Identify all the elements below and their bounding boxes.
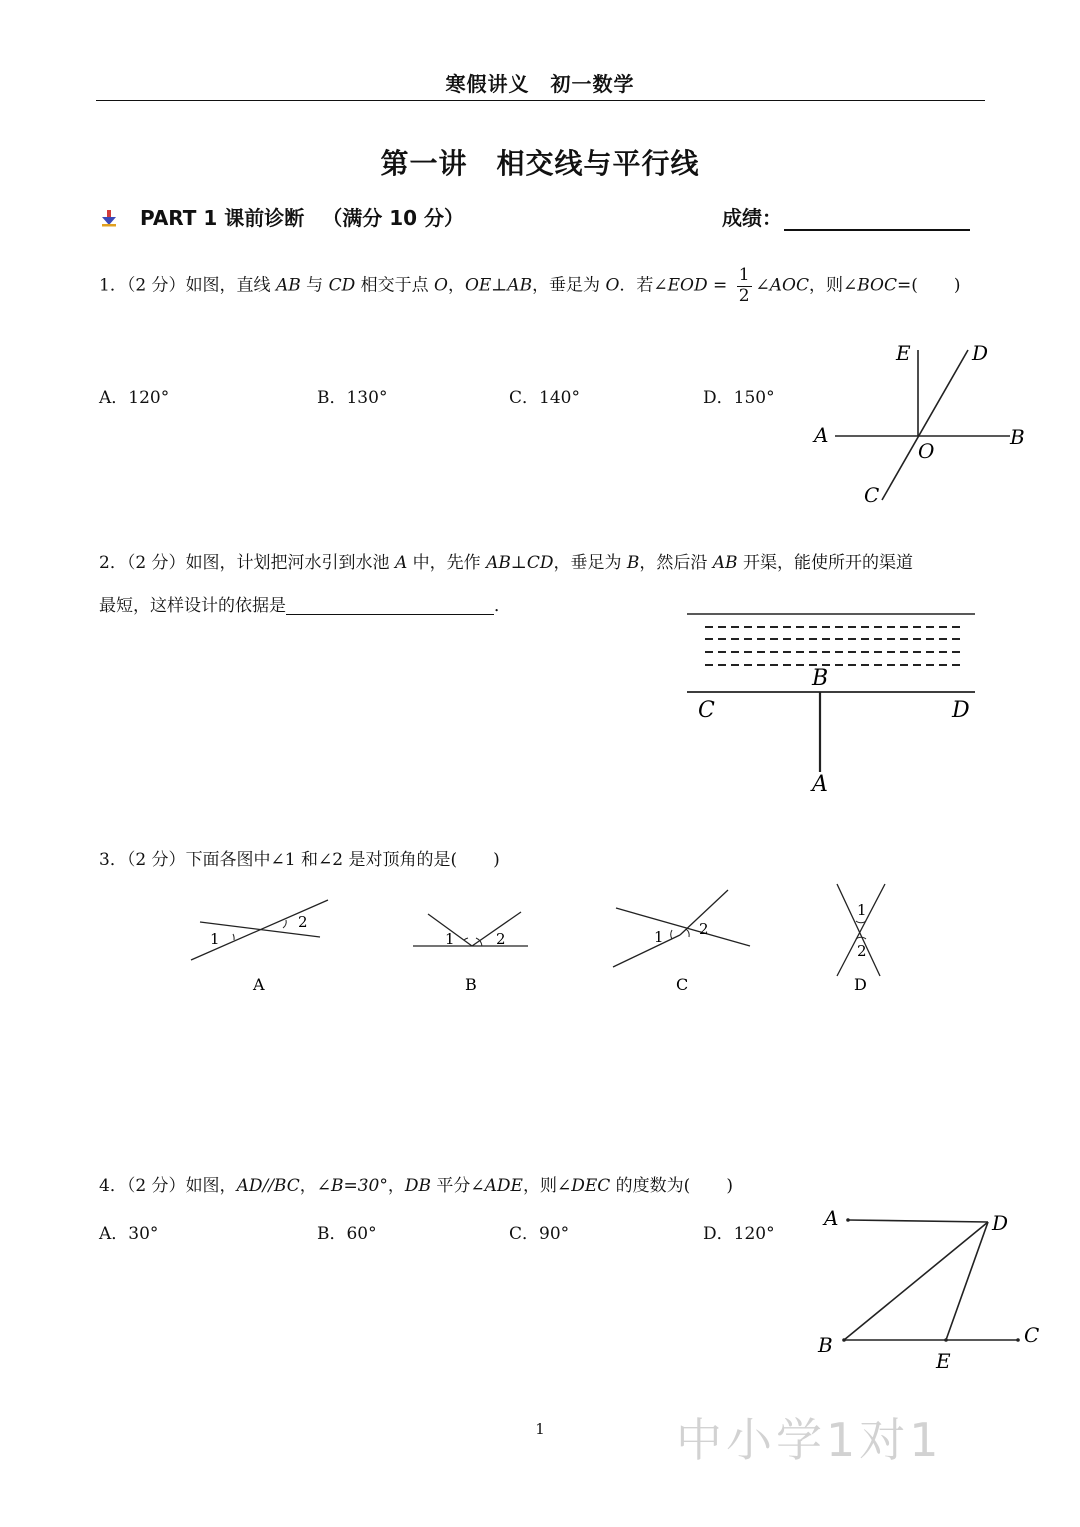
q1-o2: O: [605, 275, 620, 296]
q2-text: 中，先作: [407, 553, 487, 573]
q2-text: 开渠，能使所开的渠道: [737, 553, 913, 573]
line-ad: [848, 1220, 988, 1222]
q1-cd: CD: [328, 275, 356, 296]
q2-ab: AB: [712, 553, 738, 573]
q3-number: 3．: [99, 850, 127, 870]
q4-number: 4．: [99, 1176, 127, 1196]
question-4: [99, 1176, 733, 1196]
q3-figure-d[interactable]: [837, 884, 885, 994]
q4-angle-b: ∠B=30°: [316, 1176, 388, 1196]
q3-close: ): [493, 850, 500, 870]
line-cd: [882, 350, 968, 500]
q1-option-d[interactable]: D．150°: [703, 388, 775, 408]
q3d-label-1: 1: [857, 901, 867, 919]
q3b-label-1: 1: [445, 930, 455, 948]
q1-aoc: ∠AOC: [755, 275, 809, 296]
point-e: [944, 1338, 948, 1342]
q3-points: （2 分）: [126, 850, 186, 870]
q3b-caption: B: [465, 975, 477, 994]
q3-figure-a[interactable]: [191, 900, 328, 994]
page-number: 1: [535, 1420, 545, 1438]
q1-text: 与: [300, 275, 329, 296]
question-2: [99, 553, 913, 573]
q1-points: （2 分）: [126, 275, 186, 296]
q1-text: 如图，直线: [185, 275, 276, 296]
q2-end: ．: [494, 596, 511, 616]
label-a: A: [814, 423, 829, 447]
q4-text: 平分: [431, 1176, 471, 1196]
question-3: [99, 850, 500, 870]
point-a: [846, 1218, 850, 1222]
q1-figure: [800, 330, 1040, 510]
label-b: B: [1010, 425, 1025, 449]
label-c: C: [698, 698, 715, 723]
q4-option-d[interactable]: D．120°: [703, 1224, 775, 1244]
q4-option-b[interactable]: B．60°: [317, 1224, 377, 1244]
label-c: C: [864, 483, 880, 507]
q2-b: B: [626, 553, 640, 573]
q3d-label-2: 2: [857, 942, 867, 960]
label-e: E: [936, 1349, 951, 1373]
q1-frac-den: 2: [738, 285, 750, 306]
question-1: [99, 266, 961, 306]
lesson-title: 第一讲 相交线与平行线: [380, 147, 700, 180]
q1-option-b[interactable]: B．130°: [317, 388, 388, 408]
q1-text: 相交于点: [355, 275, 435, 296]
label-b: B: [812, 666, 829, 691]
q2-figure: [680, 605, 980, 800]
q2-answer-blank[interactable]: [286, 596, 494, 615]
q1-oe-ab: OE⊥AB: [464, 275, 533, 296]
q1-text: ，垂足为: [532, 275, 606, 296]
q1-number: 1．: [99, 275, 127, 296]
q2-text: ，然后沿: [639, 553, 713, 573]
label-e: E: [896, 341, 911, 365]
q4-ade: ∠ADE: [470, 1176, 523, 1196]
point-c: [1016, 1338, 1020, 1342]
q2-text: 最短，这样设计的依据是: [99, 596, 286, 616]
q2-text: 如图，计划把河水引到水池: [185, 553, 395, 573]
q1-option-c[interactable]: C．140°: [509, 388, 580, 408]
q4-option-c[interactable]: C．90°: [509, 1224, 570, 1244]
q3-text: 下面各图中∠1 和∠2 是对顶角的是(: [185, 850, 458, 870]
q1-close: ): [953, 275, 961, 296]
q2-text: ，垂足为: [553, 553, 627, 573]
q4-figure: [810, 1200, 1050, 1380]
label-d: D: [992, 1211, 1009, 1235]
q1-text: ．若: [619, 275, 654, 296]
label-d: D: [952, 698, 970, 723]
watermark: 中小学1对1: [676, 1413, 943, 1467]
label-d: D: [972, 341, 989, 365]
q1-text: ，则: [809, 275, 843, 296]
q1-o: O: [434, 275, 448, 296]
q3c-label-1: 1: [654, 928, 664, 946]
q3c-label-2: 2: [699, 920, 709, 938]
q3-figure-c[interactable]: [613, 890, 750, 994]
q3d-caption: D: [854, 975, 867, 994]
q1-tail: =(: [897, 275, 918, 296]
q3c-caption: C: [676, 975, 689, 994]
q1-text: ，: [447, 275, 465, 296]
part-heading: [100, 202, 464, 231]
q4-points: （2 分）: [126, 1176, 186, 1196]
q4-option-a[interactable]: A．30°: [99, 1224, 159, 1244]
header-divider: [96, 100, 985, 101]
q3b-label-2: 2: [496, 930, 506, 948]
q4-dec: ∠DEC: [556, 1176, 611, 1196]
q2-points: （2 分）: [126, 553, 186, 573]
q4-text: 如图，: [185, 1176, 237, 1196]
q1-frac-num: 1: [738, 265, 750, 285]
score-label: 成绩：: [722, 206, 782, 230]
q3-figures: [180, 870, 920, 1000]
q3a-caption: A: [253, 975, 265, 994]
part-score-note: （满分 10 分）: [322, 206, 465, 230]
q1-eod: ∠EOD: [653, 275, 708, 296]
part-marker-icon: [100, 209, 118, 227]
label-o: O: [918, 439, 935, 463]
q3a-label-1: 1: [210, 930, 220, 948]
q2-ab-cd: AB⊥CD: [486, 553, 554, 573]
q4-text: ，: [387, 1176, 405, 1196]
label-b: B: [818, 1333, 833, 1357]
score-blank[interactable]: [784, 207, 970, 231]
label-c: C: [1024, 1323, 1040, 1347]
q4-close: ): [726, 1176, 733, 1196]
part-label: PART 1 课前诊断: [140, 206, 305, 230]
q2-a: A: [394, 553, 408, 573]
score-field: [722, 202, 970, 231]
q4-text: ，: [299, 1176, 317, 1196]
point-b: [842, 1338, 846, 1342]
q1-option-a[interactable]: A．120°: [99, 388, 170, 408]
q1-eq: =: [707, 275, 733, 296]
label-a: A: [824, 1206, 839, 1230]
q4-ad-bc: AD//BC: [236, 1176, 300, 1196]
q2-number: 2．: [99, 553, 127, 573]
label-a: A: [812, 772, 828, 797]
q3a-label-2: 2: [298, 913, 308, 931]
q3-figure-b[interactable]: [413, 912, 528, 994]
q4-text: ，则: [522, 1176, 557, 1196]
q1-boc: ∠BOC: [843, 275, 897, 296]
question-2-line-2: [99, 596, 511, 616]
q4-text: 的度数为(: [610, 1176, 691, 1196]
q1-fraction: [737, 266, 752, 306]
q1-ab: AB: [275, 275, 301, 296]
q4-db: DB: [404, 1176, 431, 1196]
header-title: 寒假讲义 初一数学: [445, 72, 635, 96]
